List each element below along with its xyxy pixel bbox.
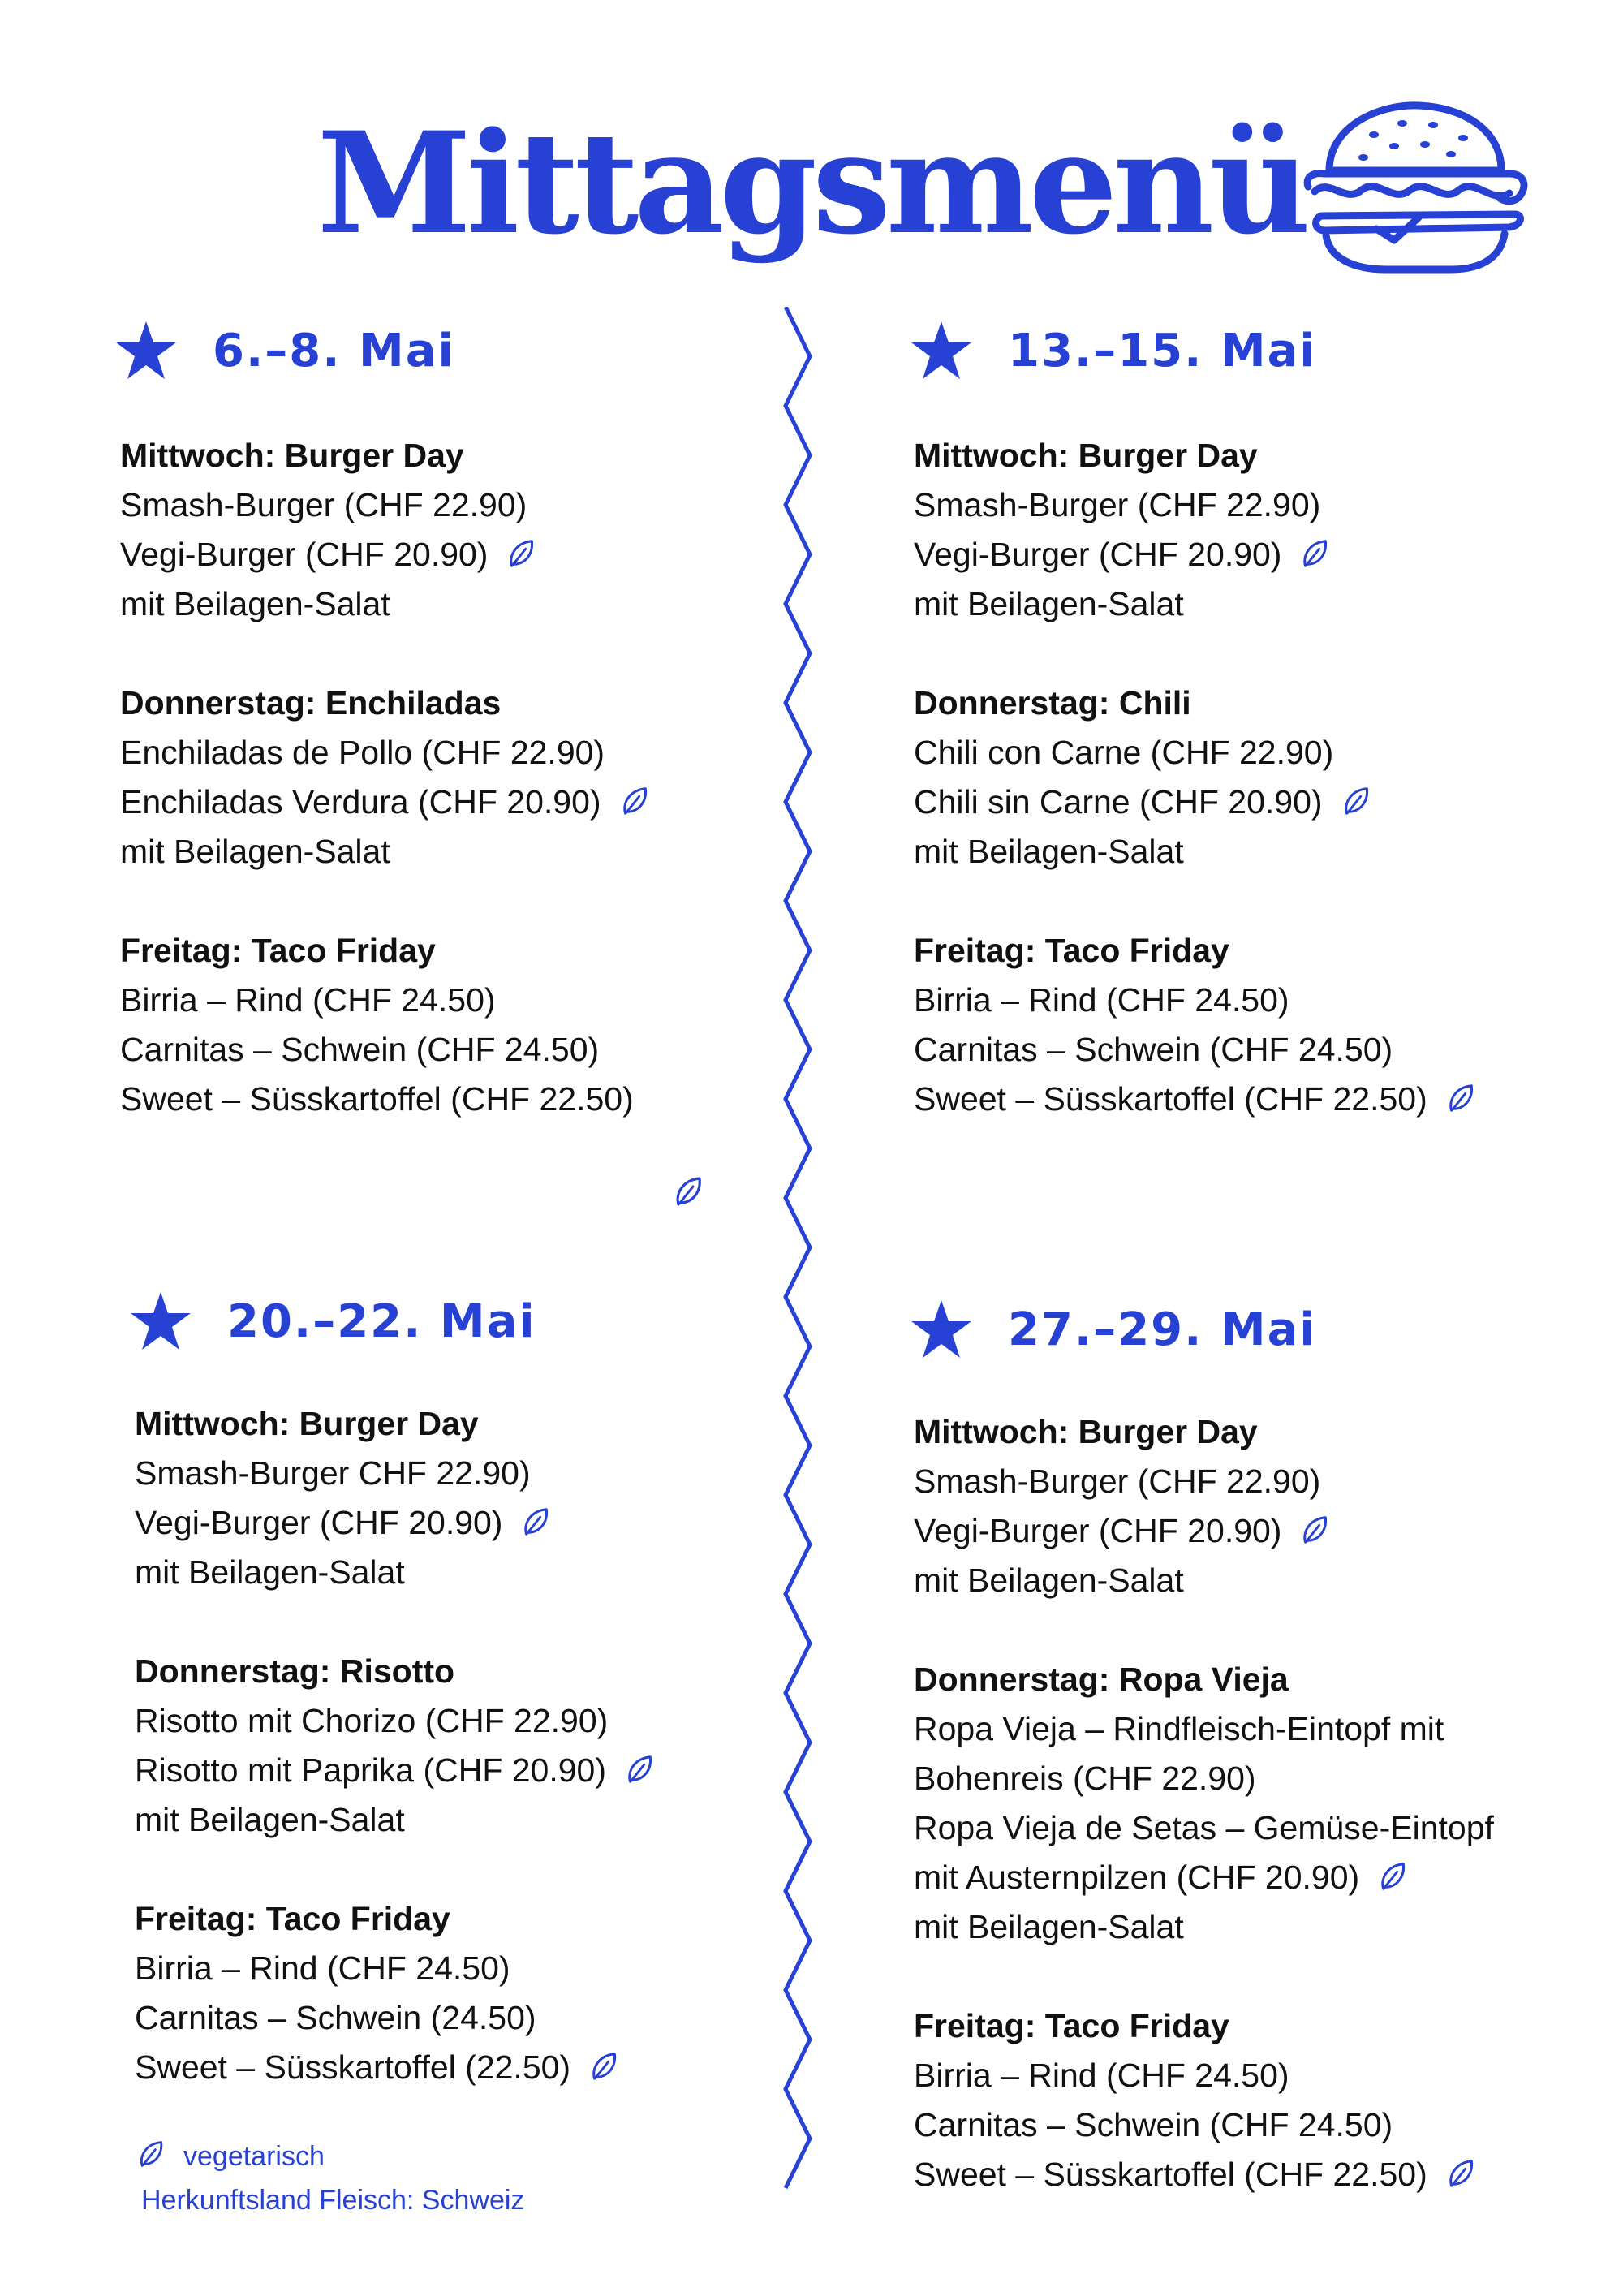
menu-item-text: Risotto mit Paprika (CHF 20.90) bbox=[135, 1751, 607, 1789]
menu-item-text: Vegi-Burger (CHF 20.90) bbox=[914, 1512, 1282, 1549]
menu-item bbox=[120, 480, 650, 530]
menu-item-text: mit Beilagen-Salat bbox=[914, 1908, 1184, 1945]
menu-item-text: Sweet – Süsskartoffel (CHF 22.50) bbox=[120, 1080, 634, 1118]
menu-item-text: mit Beilagen-Salat bbox=[135, 1553, 405, 1591]
week-section-2 bbox=[909, 302, 1476, 1124]
menu-item bbox=[135, 1498, 655, 1548]
menu-item-text: Vegi-Burger (CHF 20.90) bbox=[120, 536, 489, 573]
menu-item-text: Chili con Carne (CHF 22.90) bbox=[914, 734, 1334, 771]
menu-item bbox=[914, 1754, 1494, 1803]
leaf-icon bbox=[1377, 1861, 1408, 1892]
menu-item-text: Vegi-Burger (CHF 20.90) bbox=[135, 1504, 503, 1541]
day-block bbox=[135, 1399, 655, 1597]
zigzag-divider bbox=[779, 307, 852, 2190]
menu-item bbox=[135, 1746, 655, 1795]
menu-item-text: Smash-Burger CHF 22.90) bbox=[135, 1454, 531, 1492]
leaf-icon bbox=[1299, 538, 1330, 569]
star-icon bbox=[128, 1289, 193, 1354]
burger-icon bbox=[1297, 96, 1532, 278]
day-block bbox=[135, 1647, 655, 1845]
menu-item bbox=[914, 1853, 1494, 1902]
day-block bbox=[120, 431, 650, 629]
menu-item-text: Enchiladas de Pollo (CHF 22.90) bbox=[120, 734, 605, 771]
day-block bbox=[914, 1407, 1494, 1605]
menu-item bbox=[120, 728, 650, 778]
menu-item bbox=[914, 1803, 1494, 1853]
leaf-icon bbox=[506, 538, 536, 569]
menu-item bbox=[914, 1075, 1476, 1124]
legend bbox=[136, 2134, 524, 2222]
menu-item bbox=[135, 1795, 655, 1845]
day-title: Mittwoch: Burger Day bbox=[914, 1413, 1258, 1450]
leaf-icon bbox=[136, 2139, 166, 2169]
menu-item-text: Ropa Vieja de Setas – Gemüse-Eintopf bbox=[914, 1809, 1494, 1846]
menu-item bbox=[914, 827, 1476, 877]
week-title: 20.–22. Mai bbox=[227, 1294, 536, 1348]
menu-item bbox=[914, 1556, 1494, 1605]
day-title: Mittwoch: Burger Day bbox=[135, 1405, 479, 1442]
menu-item-text: Carnitas – Schwein (24.50) bbox=[135, 1999, 536, 2036]
week-section-1 bbox=[114, 302, 650, 1124]
menu-item-text: Sweet – Süsskartoffel (CHF 22.50) bbox=[914, 1080, 1427, 1118]
menu-item bbox=[914, 976, 1476, 1025]
week-section-3 bbox=[128, 1273, 655, 2092]
menu-item-text: Sweet – Süsskartoffel (22.50) bbox=[135, 2048, 571, 2086]
day-block bbox=[914, 431, 1476, 629]
menu-item bbox=[914, 2051, 1494, 2100]
menu-item-text: Birria – Rind (CHF 24.50) bbox=[914, 2057, 1289, 2094]
menu-item bbox=[914, 778, 1476, 827]
day-title: Donnerstag: Enchiladas bbox=[120, 684, 502, 722]
day-title: Donnerstag: Risotto bbox=[135, 1652, 455, 1690]
day-title: Mittwoch: Burger Day bbox=[120, 437, 464, 474]
day-block bbox=[914, 1655, 1494, 1952]
menu-item-text: Chili sin Carne (CHF 20.90) bbox=[914, 783, 1323, 821]
menu-item-text: mit Beilagen-Salat bbox=[120, 585, 390, 622]
menu-item bbox=[120, 579, 650, 629]
leaf-icon bbox=[1341, 786, 1371, 816]
leaf-icon bbox=[1445, 2158, 1476, 2189]
week-section-4 bbox=[909, 1273, 1494, 2199]
menu-item-text: Birria – Rind (CHF 24.50) bbox=[914, 981, 1289, 1019]
menu-item bbox=[914, 480, 1476, 530]
menu-item bbox=[120, 530, 650, 579]
day-block bbox=[914, 2001, 1494, 2199]
day-title: Donnerstag: Ropa Vieja bbox=[914, 1661, 1289, 1698]
leaf-icon bbox=[520, 1506, 551, 1537]
menu-item bbox=[135, 1548, 655, 1597]
menu-item-text: Smash-Burger (CHF 22.90) bbox=[914, 1462, 1321, 1500]
menu-item bbox=[120, 1025, 650, 1075]
menu-item bbox=[914, 579, 1476, 629]
menu-item-text: mit Beilagen-Salat bbox=[135, 1801, 405, 1838]
day-block bbox=[914, 926, 1476, 1124]
menu-item-text: Smash-Burger (CHF 22.90) bbox=[120, 486, 527, 523]
day-title: Freitag: Taco Friday bbox=[914, 932, 1229, 969]
menu-item-text: Risotto mit Chorizo (CHF 22.90) bbox=[135, 1702, 609, 1739]
menu-item-text: Ropa Vieja – Rindfleisch-Eintopf mit bbox=[914, 1710, 1444, 1747]
menu-item-text: Smash-Burger (CHF 22.90) bbox=[914, 486, 1321, 523]
star-icon bbox=[114, 318, 179, 383]
day-title: Mittwoch: Burger Day bbox=[914, 437, 1258, 474]
menu-item-text: mit Beilagen-Salat bbox=[914, 1562, 1184, 1599]
day-title: Freitag: Taco Friday bbox=[120, 932, 436, 969]
menu-item-text: Carnitas – Schwein (CHF 24.50) bbox=[914, 1031, 1393, 1068]
legend-origin: Herkunftsland Fleisch: Schweiz bbox=[141, 2185, 525, 2216]
leaf-icon bbox=[1299, 1514, 1330, 1545]
week-title: 6.–8. Mai bbox=[213, 324, 455, 377]
menu-item bbox=[135, 1449, 655, 1498]
leaf-icon bbox=[619, 786, 650, 816]
menu-item bbox=[914, 1902, 1494, 1952]
menu-item-text: Carnitas – Schwein (CHF 24.50) bbox=[120, 1031, 600, 1068]
day-block bbox=[120, 678, 650, 877]
menu-item bbox=[914, 1506, 1494, 1556]
menu-item bbox=[135, 1993, 655, 2043]
day-title: Freitag: Taco Friday bbox=[914, 2007, 1229, 2044]
menu-item-text: Vegi-Burger (CHF 20.90) bbox=[914, 536, 1282, 573]
menu-item bbox=[120, 976, 650, 1025]
week-title: 13.–15. Mai bbox=[1008, 324, 1317, 377]
menu-item bbox=[914, 530, 1476, 579]
menu-item-text: Bohenreis (CHF 22.90) bbox=[914, 1760, 1256, 1797]
menu-item-text: Carnitas – Schwein (CHF 24.50) bbox=[914, 2106, 1393, 2143]
menu-item bbox=[914, 2150, 1494, 2199]
menu-item-text: mit Austernpilzen (CHF 20.90) bbox=[914, 1859, 1360, 1896]
menu-item bbox=[914, 1704, 1494, 1754]
page-title: Mittagsmenü bbox=[316, 101, 1307, 265]
day-block bbox=[135, 1894, 655, 2092]
leaf-icon bbox=[624, 1754, 655, 1785]
day-title: Donnerstag: Chili bbox=[914, 684, 1191, 722]
menu-item bbox=[120, 827, 650, 877]
leaf-icon bbox=[588, 2051, 619, 2082]
menu-item bbox=[120, 1075, 650, 1124]
legend-veg-label: vegetarisch bbox=[183, 2141, 325, 2172]
menu-item-text: Enchiladas Verdura (CHF 20.90) bbox=[120, 783, 601, 821]
menu-item-text: Birria – Rind (CHF 24.50) bbox=[120, 981, 496, 1019]
leaf-icon bbox=[672, 1175, 704, 1208]
week-title: 27.–29. Mai bbox=[1008, 1303, 1317, 1356]
menu-item bbox=[914, 728, 1476, 778]
menu-item bbox=[135, 1944, 655, 1993]
leaf-icon bbox=[1445, 1083, 1476, 1114]
menu-item bbox=[135, 2043, 655, 2092]
day-block bbox=[120, 926, 650, 1124]
menu-item-text: Sweet – Süsskartoffel (CHF 22.50) bbox=[914, 2156, 1427, 2193]
star-icon bbox=[909, 318, 974, 383]
day-block bbox=[914, 678, 1476, 877]
menu-item-text: Birria – Rind (CHF 24.50) bbox=[135, 1949, 510, 1987]
menu-item bbox=[120, 778, 650, 827]
star-icon bbox=[909, 1297, 974, 1362]
menu-item bbox=[914, 2100, 1494, 2150]
menu-item-text: mit Beilagen-Salat bbox=[914, 585, 1184, 622]
menu-item bbox=[914, 1457, 1494, 1506]
menu-item-text: mit Beilagen-Salat bbox=[914, 833, 1184, 870]
menu-item bbox=[914, 1025, 1476, 1075]
day-title: Freitag: Taco Friday bbox=[135, 1900, 450, 1937]
menu-item-text: mit Beilagen-Salat bbox=[120, 833, 390, 870]
menu-item bbox=[135, 1696, 655, 1746]
